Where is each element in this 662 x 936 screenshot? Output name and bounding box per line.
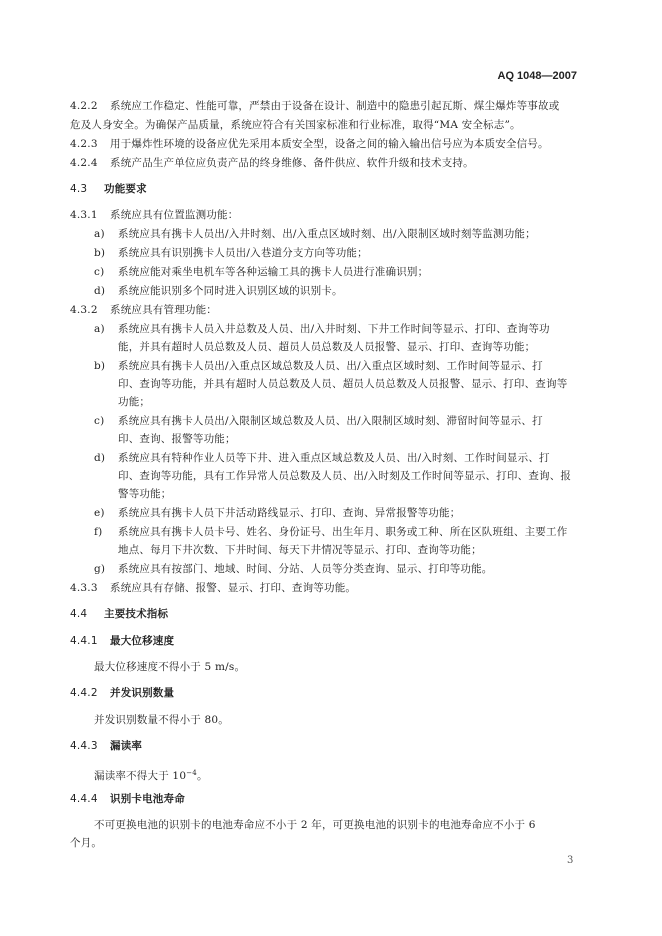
clause-4-2-2: [70, 99, 559, 113]
clause-number: 4.3.3: [70, 582, 98, 594]
clause-number: 4.2.4: [70, 157, 98, 169]
subsection-heading-4-4-1: [70, 634, 174, 648]
subsection-title: 最大位移速度: [110, 635, 175, 647]
list-label: d): [94, 452, 106, 464]
clause-number: 4.3.2: [70, 304, 98, 316]
list-item-4-3-1-c: [94, 265, 428, 279]
list-label: f): [94, 526, 103, 538]
clause-text: 系统产品生产单位应负责产品的终身维修、备件供应、软件升级和技术支持。: [110, 157, 474, 169]
list-item-4-3-2-d: [94, 451, 550, 465]
list-item-continuation: 印、查询等功能，具有工作异常人员总数及人员、出/入时刻及工作时间等显示、打印、查询、报: [118, 470, 572, 482]
clause-4-2-2-continuation: 危及人身安全。为确保产品质量，系统应符合有关国家标准和行业标准，取得“MA 安全标志”。: [70, 119, 521, 131]
subsection-heading-4-4-2: [70, 686, 174, 700]
list-label: b): [94, 247, 106, 259]
list-item-4-3-1-b: [94, 246, 368, 260]
list-text: 系统应具有携卡人员出/入重点区域总数及人员、出/入重点区域时刻、工作时间等显示、打: [118, 360, 543, 372]
list-label: e): [94, 507, 105, 519]
clause-text: 用于爆炸性环境的设备应优先采用本质安全型，设备之间的输入输出信号应为本质安全信号。: [110, 138, 549, 150]
subsection-body: 并发识别数量不得小于 80。: [94, 714, 229, 726]
list-text: 系统应能对乘坐电机车等各种运输工具的携卡人员进行准确识别；: [118, 266, 429, 278]
list-text: 系统应具有按部门、地域、时间、分站、人员等分类查询、显示、打印等功能。: [118, 563, 493, 575]
clause-4-2-3: [70, 137, 549, 151]
section-title: 主要技术指标: [104, 608, 169, 620]
section-number: 4.3: [70, 183, 88, 195]
list-text: 系统应具有识别携卡人员出/入巷道分支方向等功能；: [118, 247, 368, 259]
list-item-4-3-2-g: [94, 562, 493, 576]
list-item-continuation: 地点、每月下井次数、下井时间、每天下井情况等显示、打印、查询等功能；: [118, 544, 482, 556]
list-item-4-3-2-c: [94, 414, 543, 428]
subsection-body-continuation: 个月。: [70, 837, 103, 849]
list-label: c): [94, 415, 105, 427]
list-text: 系统应具有携卡人员卡号、姓名、身份证号、出生年月、职务或工种、所在区队班组、主要工作: [118, 526, 568, 538]
section-heading-4-4: [70, 607, 168, 621]
clause-number: 4.2.2: [70, 100, 98, 112]
list-text: 系统应具有携卡人员入井总数及人员、出/入井时刻、下井工作时间等显示、打印、查询等功: [118, 323, 550, 335]
subsection-heading-4-4-4: [70, 792, 185, 806]
clause-text: 系统应工作稳定、性能可靠，严禁由于设备在设计、制造中的隐患引起瓦斯、煤尘爆炸等事故或: [110, 100, 560, 112]
subsection-title: 并发识别数量: [110, 687, 175, 699]
subsection-number: 4.4.2: [70, 687, 98, 699]
section-number: 4.4: [70, 608, 88, 620]
clause-4-3-2: [70, 303, 217, 317]
subsection-title: 漏读率: [110, 740, 143, 752]
list-item-4-3-1-a: [94, 227, 536, 241]
list-text: 系统应能识别多个同时进入识别区域的识别卡。: [118, 285, 343, 297]
list-item-continuation: 能，并具有超时人员总数及人员、超员人员总数及人员报警、显示、打印、查询等功能；: [118, 341, 536, 353]
list-item-4-3-2-f: [94, 525, 567, 539]
section-title: 功能要求: [104, 183, 147, 195]
subsection-heading-4-4-3: [70, 739, 142, 753]
list-label: a): [94, 323, 105, 335]
clause-4-3-3: [70, 581, 356, 595]
subsection-body: [94, 766, 208, 783]
list-label: d): [94, 285, 106, 297]
list-label: c): [94, 266, 105, 278]
subsection-number: 4.4.1: [70, 635, 98, 647]
list-item-continuation: 印、查询、报警等功能；: [118, 433, 236, 445]
list-text: 系统应具有携卡人员出/入限制区域总数及人员、出/入限制区域时刻、滞留时间等显示、打: [118, 415, 543, 427]
list-item-continuation: 警等功能；: [118, 488, 172, 500]
list-text: 系统应具有携卡人员下井活动路线显示、打印、查询、异常报警等功能；: [118, 507, 461, 519]
subsection-body: 最大位移速度不得小于 5 m/s。: [94, 661, 246, 673]
list-text: 系统应具有携卡人员出/入井时刻、出/入重点区域时刻、出/入限制区域时刻等监测功能；: [118, 228, 536, 240]
section-heading-4-3: [70, 182, 147, 196]
list-item-continuation: 功能；: [118, 396, 151, 408]
list-label: g): [94, 563, 106, 575]
list-text: 系统应具有特种作业人员等下井、进入重点区域总数及人员、出/入时刻、工作时间显示、打: [118, 452, 550, 464]
list-label: b): [94, 360, 106, 372]
clause-number: 4.2.3: [70, 138, 98, 150]
clause-text: 系统应具有存储、报警、显示、打印、查询等功能。: [110, 582, 357, 594]
body-punctuation: 。: [196, 770, 208, 782]
clause-text: 系统应具有位置监测功能：: [110, 209, 239, 221]
subsection-number: 4.4.3: [70, 740, 98, 752]
subsection-title: 识别卡电池寿命: [110, 793, 185, 805]
subsection-body: 不可更换电池的识别卡的电池寿命应不小于 2 年，可更换电池的识别卡的电池寿命应不小于 6: [94, 819, 536, 831]
clause-4-3-1: [70, 208, 238, 222]
list-item-4-3-2-b: [94, 359, 543, 373]
list-item-4-3-2-e: [94, 506, 460, 520]
clause-number: 4.3.1: [70, 209, 98, 221]
list-item-4-3-1-d: [94, 284, 343, 298]
subsection-number: 4.4.4: [70, 793, 98, 805]
clause-text: 系统应具有管理功能：: [110, 304, 217, 316]
exponent: −4: [186, 769, 197, 777]
list-item-continuation: 印、查询等功能，并具有超时人员总数及人员、超员人员总数及人员报警、显示、打印、查询等: [118, 378, 568, 390]
clause-4-2-4: [70, 156, 474, 170]
body-text: 漏读率不得大于 10: [94, 770, 187, 782]
list-item-4-3-2-a: [94, 322, 550, 336]
list-label: a): [94, 228, 105, 240]
standard-code-header: AQ 1048—2007: [497, 70, 577, 82]
page-number: 3: [567, 855, 574, 866]
